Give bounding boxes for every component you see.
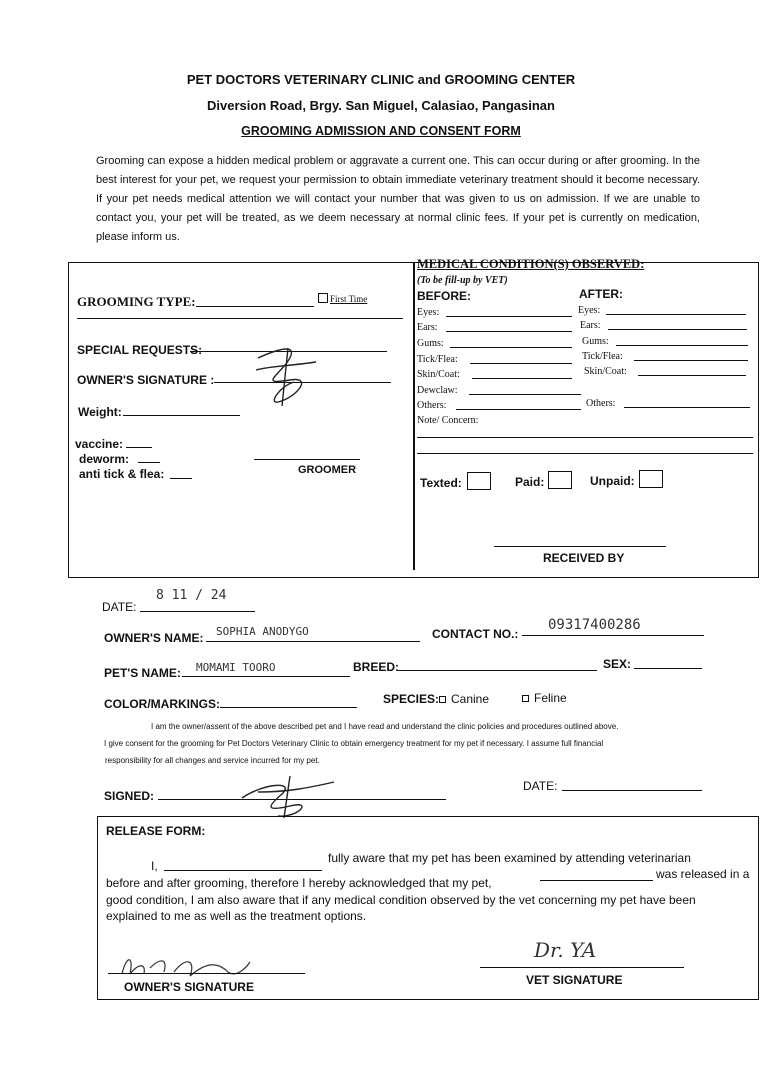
after-skin-label: Skin/Coat:	[584, 366, 627, 377]
before-eyes-label: Eyes:	[417, 307, 440, 318]
weight-field[interactable]	[123, 415, 240, 416]
after-tick-label: Tick/Flea:	[582, 351, 623, 362]
clinic-name: PET DOCTORS VETERINARY CLINIC and GROOMING CENTER	[186, 72, 576, 87]
consent-text-line-3: responsibility for all changes and service incurred for my pet.	[105, 756, 320, 765]
intro-paragraph: Grooming can expose a hidden medical problem or aggravate a current one. This can occur during or after grooming. In the best interest for your pet, we request your permission to obtain immediate veterinary treatment should it become necessary. If your pet needs medical attention we will contact your number that was given to us on admission. If we are unable to contact you, your pet will be treated, as we deem necessary at normal clinic fees. If your pet is currently on medication, please inform us.	[96, 155, 700, 243]
pet-name-field[interactable]	[182, 676, 350, 677]
release-title: RELEASE FORM:	[106, 824, 206, 838]
date-field[interactable]	[140, 611, 255, 612]
before-skin-label: Skin/Coat:	[417, 369, 460, 380]
release-i-label: I,	[151, 859, 158, 873]
weight-label: Weight:	[78, 405, 122, 419]
release-line-2b: was released in a	[656, 867, 750, 881]
vet-signature-label: VET SIGNATURE	[526, 973, 623, 987]
owner-name-field[interactable]	[206, 641, 420, 642]
vaccine-label: vaccine:	[75, 437, 124, 451]
date-label: DATE:	[102, 600, 137, 614]
after-skin-field[interactable]	[638, 375, 746, 376]
release-line-1: fully aware that my pet has been examined by attending veterinarian	[328, 851, 691, 865]
feline-label: Feline	[534, 691, 567, 705]
signed-label: SIGNED:	[104, 789, 155, 803]
note-line-1[interactable]	[417, 437, 753, 438]
dewclaw-label: Dewclaw:	[417, 385, 458, 396]
anti-tick-label: anti tick & flea:	[79, 467, 165, 481]
medical-subtitle: (To be fill-up by VET)	[417, 275, 508, 286]
first-time-checkbox[interactable]	[318, 293, 328, 303]
after-tick-field[interactable]	[634, 360, 748, 361]
grooming-type-label: GROOMING TYPE:	[77, 294, 196, 309]
after-ears-field[interactable]	[608, 329, 747, 330]
release-line-2a: before and after grooming, therefore I hereby acknowledged that my pet,	[106, 876, 492, 890]
note-line-2[interactable]	[417, 453, 753, 454]
consent-text-line-2: I give consent for the grooming for Pet Doctors Veterinary Clinic to obtain emergency treatment for my pet if necessary. I assume full financial	[104, 739, 604, 748]
form-title: GROOMING ADMISSION AND CONSENT FORM	[241, 124, 521, 138]
signed-date-field[interactable]	[562, 790, 702, 791]
received-by-label: RECEIVED BY	[543, 551, 625, 565]
canine-checkbox[interactable]	[439, 696, 446, 703]
release-line-3: good condition, I am also aware that if any medical condition observed by the vet concerning my pet have been	[106, 893, 696, 907]
grooming-type-field[interactable]	[196, 306, 314, 307]
release-pet-field[interactable]	[540, 880, 653, 881]
species-label: SPECIES:	[383, 692, 440, 706]
release-name-field[interactable]	[164, 870, 322, 871]
clinic-address: Diversion Road, Brgy. San Miguel, Calasiao, Pangasinan	[207, 98, 555, 113]
vaccine-field[interactable]	[126, 447, 152, 448]
color-markings-field[interactable]	[220, 707, 357, 708]
canine-label: Canine	[451, 692, 490, 706]
anti-tick-field[interactable]	[170, 478, 192, 479]
before-skin-field[interactable]	[472, 378, 572, 379]
release-owner-signature-line[interactable]	[108, 973, 305, 974]
sex-label: SEX:	[603, 657, 632, 671]
contact-label: CONTACT NO.:	[432, 627, 519, 641]
before-ears-field[interactable]	[446, 331, 572, 332]
owner-name-label: OWNER'S NAME:	[104, 631, 204, 645]
after-eyes-field[interactable]	[606, 314, 746, 315]
texted-label: Texted:	[420, 476, 462, 490]
before-tick-field[interactable]	[470, 363, 572, 364]
deworm-label: deworm:	[79, 452, 130, 466]
breed-field[interactable]	[398, 670, 597, 671]
pet-name-label: PET'S NAME:	[104, 666, 181, 680]
box-divider	[413, 262, 415, 570]
before-heading: BEFORE:	[417, 289, 471, 303]
after-others-field[interactable]	[624, 407, 750, 408]
after-eyes-label: Eyes:	[578, 305, 601, 316]
date-handwritten: 8 11 / 24	[156, 588, 227, 603]
groomer-line[interactable]	[254, 459, 360, 460]
contact-field[interactable]	[522, 635, 704, 636]
special-requests-label: SPECIAL REQUESTS:	[77, 343, 203, 357]
after-gums-label: Gums:	[582, 336, 609, 347]
first-time-label: First Time	[330, 294, 368, 304]
contact-handwritten: 09317400286	[548, 617, 641, 633]
color-markings-label: COLOR/MARKINGS:	[104, 697, 220, 711]
before-gums-label: Gums:	[417, 338, 444, 349]
signed-signature-scribble	[238, 772, 338, 820]
signed-date-label: DATE:	[523, 779, 558, 793]
after-others-label: Others:	[586, 398, 616, 409]
before-eyes-field[interactable]	[446, 316, 572, 317]
medical-title: MEDICAL CONDITION(S) OBSERVED:	[417, 257, 645, 271]
before-others-field[interactable]	[456, 409, 581, 410]
received-by-line[interactable]	[494, 546, 666, 547]
after-heading: AFTER:	[579, 287, 623, 301]
grooming-type-line-2[interactable]	[77, 318, 403, 319]
paid-checkbox[interactable]	[548, 471, 572, 489]
unpaid-checkbox[interactable]	[639, 470, 663, 488]
before-gums-field[interactable]	[450, 347, 572, 348]
vet-signature-line[interactable]	[480, 967, 684, 968]
unpaid-label: Unpaid:	[590, 474, 635, 488]
owner-name-handwritten: SOPHIA ANODYGO	[216, 625, 309, 638]
after-ears-label: Ears:	[580, 320, 601, 331]
paid-label: Paid:	[515, 475, 545, 489]
release-owner-signature-label: OWNER'S SIGNATURE	[124, 980, 254, 994]
before-ears-label: Ears:	[417, 322, 438, 333]
owner-signature-label: OWNER'S SIGNATURE :	[77, 373, 215, 387]
sex-field[interactable]	[634, 668, 702, 669]
after-gums-field[interactable]	[616, 345, 748, 346]
before-tick-label: Tick/Flea:	[417, 354, 458, 365]
dewclaw-field[interactable]	[469, 394, 581, 395]
vet-handwriting: Dr. YA	[534, 938, 597, 962]
breed-label: BREED:	[353, 660, 400, 674]
feline-checkbox[interactable]	[522, 695, 529, 702]
groomer-label: GROOMER	[298, 464, 357, 476]
owner-signature-scribble	[250, 340, 330, 412]
pet-name-handwritten: MOMAMI TOORO	[196, 661, 276, 674]
note-concern-label: Note/ Concern:	[417, 415, 479, 426]
release-line-4: explained to me as well as the treatment options.	[106, 909, 367, 923]
release-owner-signature-scribble	[116, 950, 256, 984]
before-others-label: Others:	[417, 400, 447, 411]
consent-text-line-1: I am the owner/assent of the above described pet and I have read and understand the clinic policies and procedures outlined above.	[151, 722, 619, 731]
texted-checkbox[interactable]	[467, 472, 491, 490]
deworm-field[interactable]	[138, 462, 160, 463]
